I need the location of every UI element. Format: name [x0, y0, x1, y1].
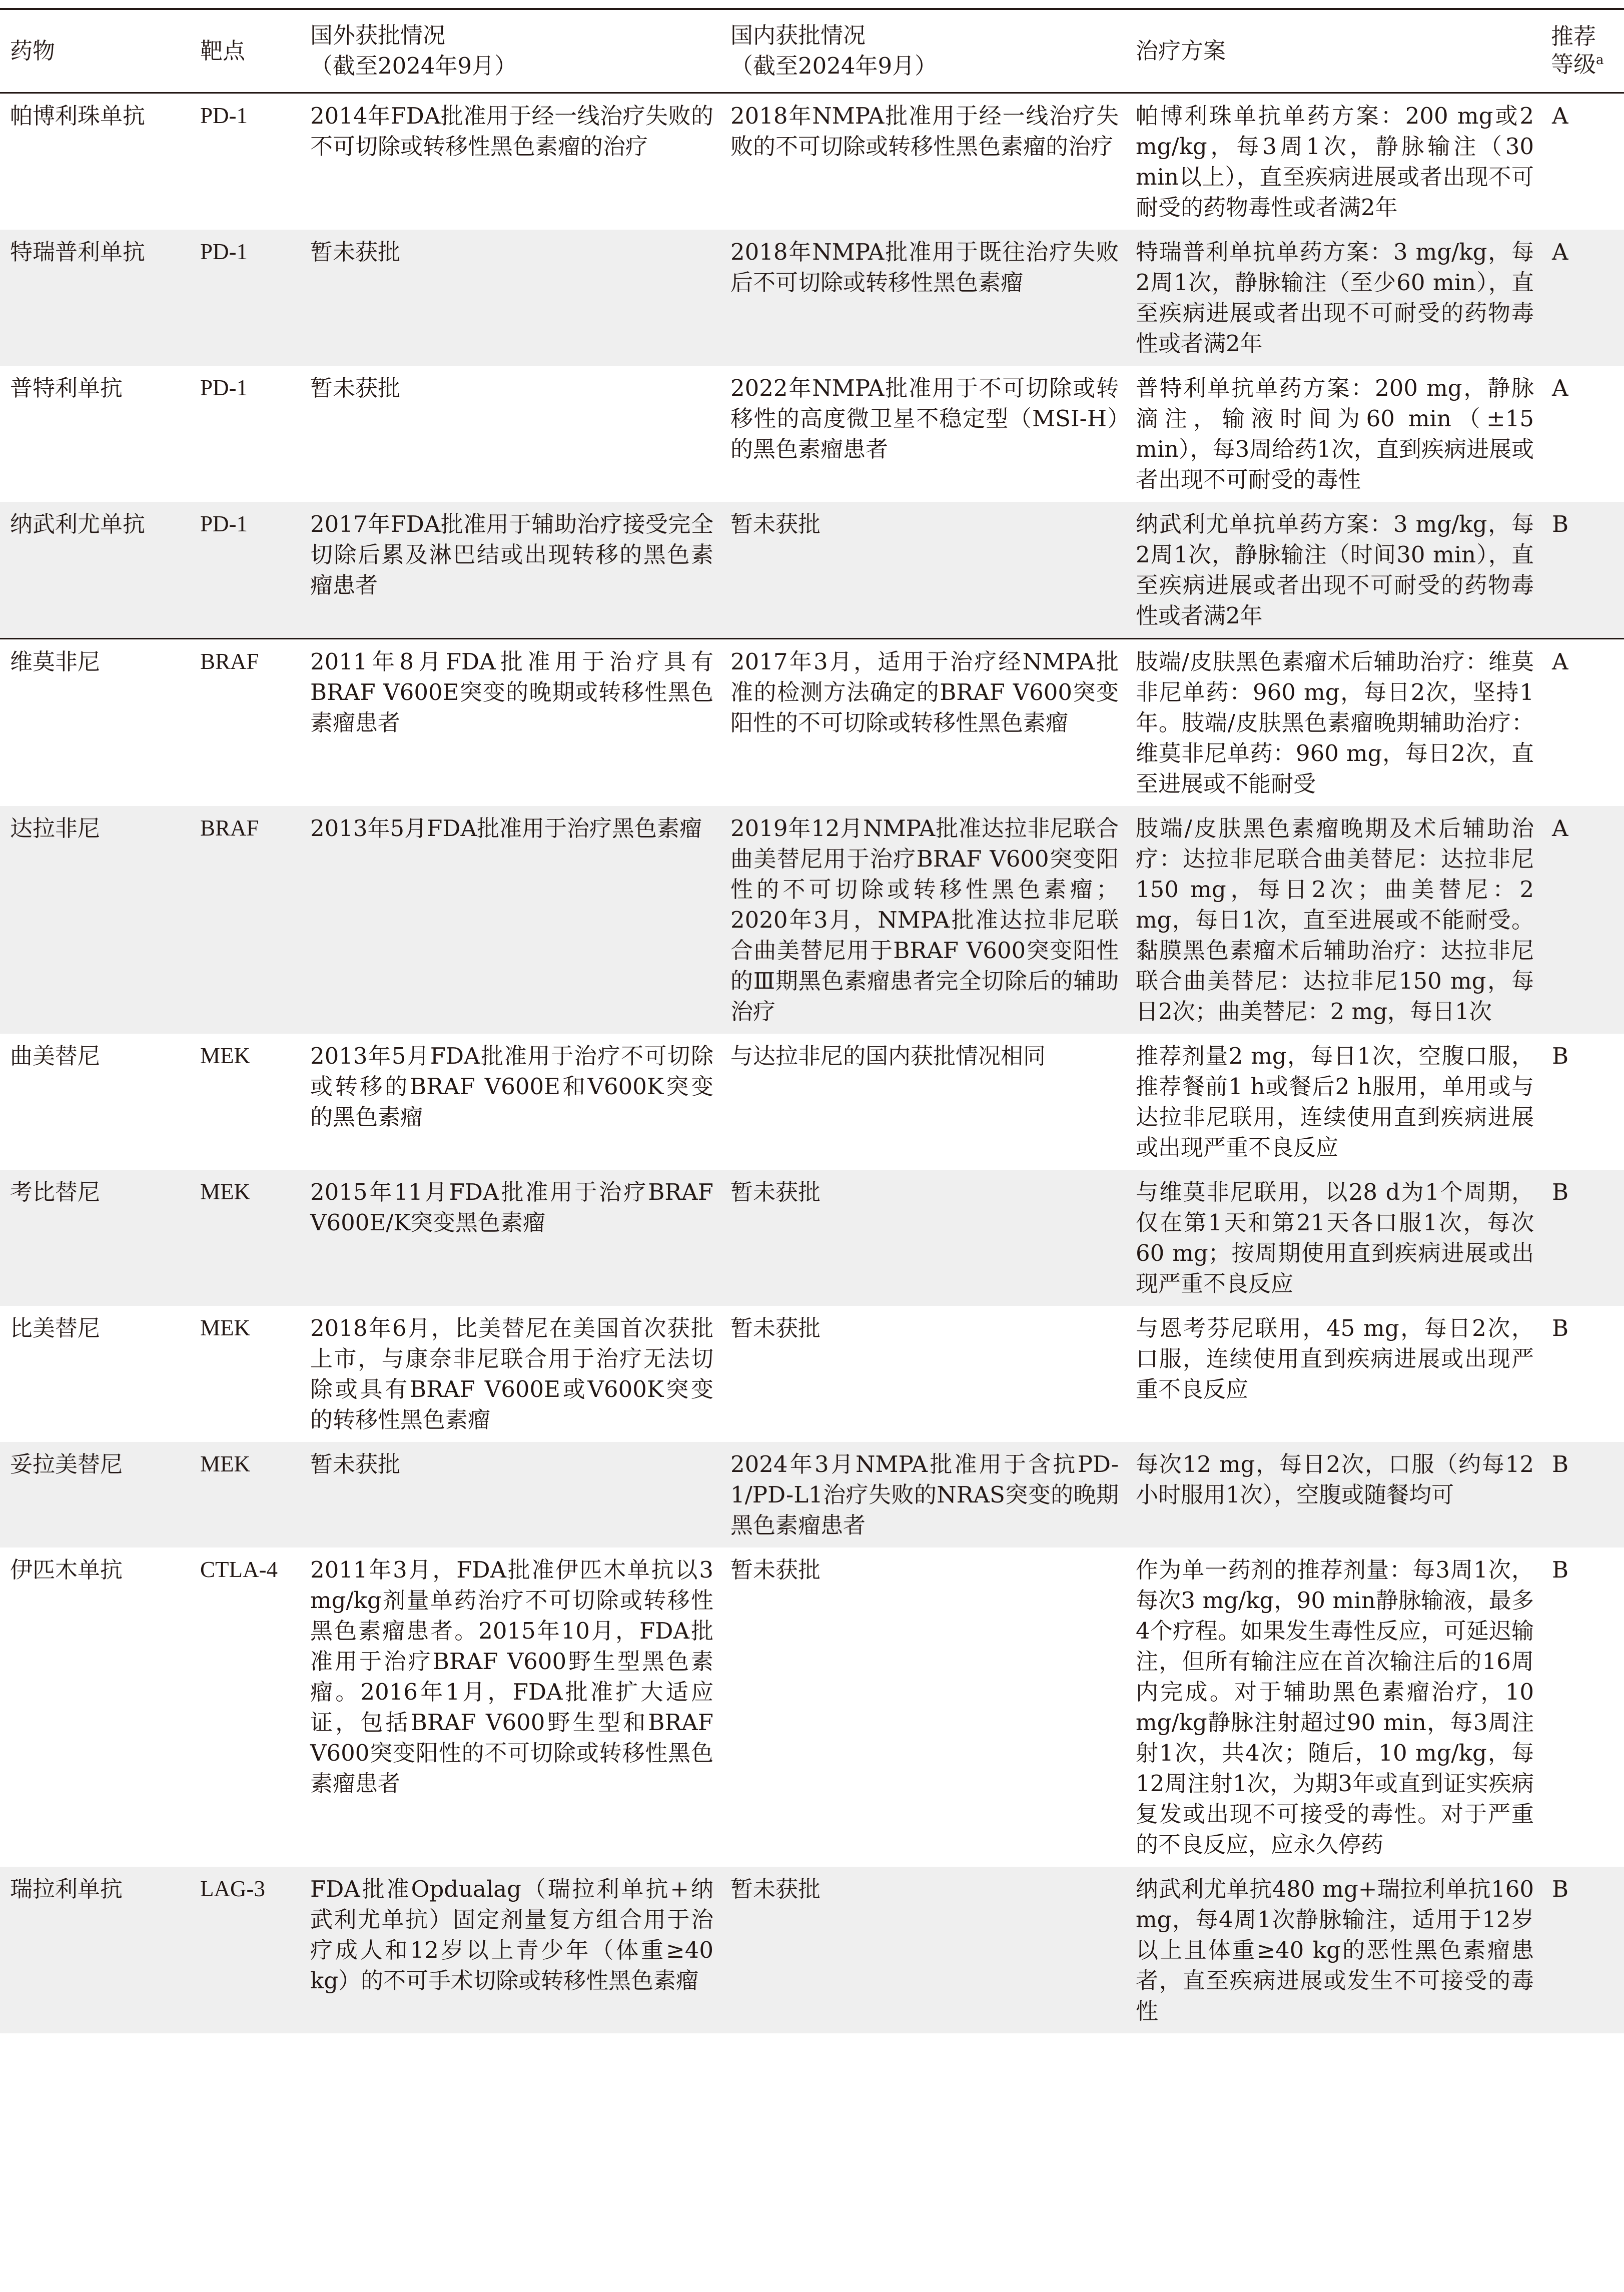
cell-grade: A	[1552, 375, 1568, 401]
cell-regimen: 肢端/皮肤黑色素瘤晚期及术后辅助治疗：达拉非尼联合曲美替尼：达拉非尼150 mg，每日2次；曲美替尼：2 mg，每日1次，直至进展或不能耐受。黏膜黑色素瘤术后辅助治疗：达拉非尼联合曲美替尼：达拉非尼150 mg，每日2次；曲美替尼：2 mg，每日1次	[1126, 806, 1541, 1034]
header-foreign-sub: （截至2024年9月）	[310, 53, 517, 79]
cell-regimen: 与维莫非尼联用，以28 d为1个周期，仅在第1天和第21天各口服1次，每次60 mg；按周期使用直到疾病进展或出现严重不良反应	[1126, 1170, 1541, 1306]
cell-domestic-approval: 暂未获批	[730, 1557, 821, 1583]
cell-drug: 特瑞普利单抗	[0, 230, 190, 366]
table-row	[0, 1170, 1624, 1306]
cell-regimen: 普特利单抗单药方案：200 mg，静脉滴注，输液时间为60 min（±15 min），每3周给药1次，直到疾病进展或者出现不可耐受的毒性	[1136, 375, 1534, 493]
cell-drug: 达拉非尼	[0, 806, 190, 1034]
cell-grade: B	[1541, 1867, 1624, 2033]
cell-drug: 妥拉美替尼	[0, 1442, 190, 1548]
cell-domestic-approval: 暂未获批	[720, 1867, 1126, 2033]
cell-drug: 伊匹木单抗	[10, 1557, 123, 1583]
cell-target: MEK	[200, 1315, 250, 1340]
cell-target: PD-1	[200, 375, 248, 400]
table-row	[0, 93, 1624, 230]
cell-domestic-approval: 2017年3月，适用于治疗经NMPA批准的检测方法确定的BRAF V600突变阳性的不可切除或转移性黑色素瘤	[730, 648, 1119, 736]
header-domestic-sub: （截至2024年9月）	[730, 53, 938, 79]
header-grade-line2-text: 等级	[1551, 51, 1596, 78]
cell-grade: B	[1541, 1442, 1624, 1548]
table-row	[0, 1034, 1624, 1170]
cell-grade: A	[1541, 806, 1624, 1034]
cell-domestic-approval: 2018年NMPA批准用于经一线治疗失败的不可切除或转移性黑色素瘤的治疗	[730, 103, 1119, 160]
cell-domestic-approval: 2019年12月NMPA批准达拉非尼联合曲美替尼用于治疗BRAF V600突变阳性的不可切除或转移性黑色素瘤；2020年3月，NMPA批准达拉非尼联合曲美替尼用于BRAF V600突变阳性的Ⅲ期黑色素瘤患者完全切除后的辅助治疗	[720, 806, 1126, 1034]
cell-drug: 维莫非尼	[10, 648, 101, 675]
header-target: 靶点	[190, 9, 300, 93]
table-row	[0, 1867, 1624, 2033]
cell-grade: B	[1552, 1315, 1569, 1341]
cell-foreign-approval: FDA批准Opdualag（瑞拉利单抗+纳武利尤单抗）固定剂量复方组合用于治疗成人和12岁以上青少年（体重≥40 kg）的不可手术切除或转移性黑色素瘤	[300, 1867, 720, 2033]
cell-grade: B	[1552, 1557, 1569, 1583]
cell-regimen: 与恩考芬尼联用，45 mg，每日2次，口服，连续使用直到疾病进展或出现严重不良反应	[1136, 1315, 1534, 1402]
cell-grade: B	[1541, 502, 1624, 639]
cell-drug: 普特利单抗	[10, 375, 123, 401]
cell-foreign-approval: 2011年3月，FDA批准伊匹木单抗以3 mg/kg剂量单药治疗不可切除或转移性黑色素瘤患者。2015年10月，FDA批准用于治疗BRAF V600野生型黑色素瘤。2016年1月，FDA批准扩大适应证，包括BRAF V600野生型和BRAF V600突变阳性的不可切除或转移性黑色素瘤患者	[310, 1557, 713, 1797]
header-foreign-title: 国外获批情况	[310, 22, 446, 49]
cell-target: MEK	[200, 1043, 250, 1068]
cell-drug: 比美替尼	[10, 1315, 101, 1341]
cell-regimen: 纳武利尤单抗单药方案：3 mg/kg，每2周1次，静脉输注（时间30 min），直至疾病进展或者出现不可耐受的药物毒性或者满2年	[1126, 502, 1541, 639]
cell-domestic-approval: 暂未获批	[730, 1315, 821, 1341]
header-grade-line2	[1551, 51, 1617, 79]
cell-foreign-approval: 2017年FDA批准用于辅助治疗接受完全切除后累及淋巴结或出现转移的黑色素瘤患者	[300, 502, 720, 639]
cell-regimen: 肢端/皮肤黑色素瘤术后辅助治疗：维莫非尼单药：960 mg，每日2次，坚持1年。肢端/皮肤黑色素瘤晚期辅助治疗：维莫非尼单药：960 mg，每日2次，直至进展或不能耐受	[1136, 648, 1534, 797]
cell-drug: 曲美替尼	[10, 1043, 101, 1069]
cell-grade: A	[1552, 103, 1568, 129]
cell-regimen: 推荐剂量2 mg，每日1次，空腹口服，推荐餐前1 h或餐后2 h服用，单用或与达拉非尼联用，连续使用直到疾病进展或出现严重不良反应	[1136, 1043, 1534, 1161]
cell-target: CTLA-4	[200, 1557, 278, 1582]
cell-target: LAG-3	[190, 1867, 300, 2033]
header-grade	[1541, 9, 1624, 93]
footnote-mark: a	[1596, 53, 1604, 68]
cell-domestic-approval: 与达拉非尼的国内获批情况相同	[730, 1043, 1046, 1069]
cell-foreign-approval: 暂未获批	[300, 230, 720, 366]
header-grade-line1: 推荐	[1551, 23, 1596, 50]
header-regimen: 治疗方案	[1126, 9, 1541, 93]
cell-grade: B	[1541, 1170, 1624, 1306]
header-drug: 药物	[0, 9, 190, 93]
cell-regimen: 作为单一药剂的推荐剂量：每3周1次，每次3 mg/kg，90 min静脉输液，最多4个疗程。如果发生毒性反应，可延迟输注，但所有输注应在首次输注后的16周内完成。对于辅助黑色素瘤治疗，10 mg/kg静脉注射超过90 min，每3周注射1次，共4次；随后，10 mg/kg，每12周注射1次，为期3年或直到证实疾病复发或出现不可接受的毒性。对于严重的不良反应，应永久停药	[1136, 1557, 1534, 1858]
cell-regimen: 帕博利珠单抗单药方案：200 mg或2 mg/kg，每3周1次，静脉输注（30 min以上），直至疾病进展或者出现不可耐受的药物毒性或者满2年	[1136, 103, 1534, 221]
cell-drug: 帕博利珠单抗	[10, 103, 146, 129]
table-row	[0, 366, 1624, 502]
cell-target: PD-1	[190, 230, 300, 366]
table-row	[0, 502, 1624, 639]
cell-domestic-approval: 2022年NMPA批准用于不可切除或转移性的高度微卫星不稳定型（MSI-H）的黑色素瘤患者	[730, 375, 1119, 462]
cell-drug: 考比替尼	[0, 1170, 190, 1306]
cell-regimen: 特瑞普利单抗单药方案：3 mg/kg，每2周1次，静脉输注（至少60 min），直至疾病进展或者出现不可耐受的药物毒性或者满2年	[1126, 230, 1541, 366]
cell-foreign-approval: 2013年5月FDA批准用于治疗黑色素瘤	[300, 806, 720, 1034]
header-domestic	[720, 9, 1126, 93]
cell-regimen: 纳武利尤单抗480 mg+瑞拉利单抗160 mg，每4周1次静脉输注，适用于12岁以上且体重≥40 kg的恶性黑色素瘤患者，直至疾病进展或发生不可接受的毒性	[1126, 1867, 1541, 2033]
cell-drug: 纳武利尤单抗	[0, 502, 190, 639]
table-row	[0, 1548, 1624, 1867]
cell-foreign-approval: 2018年6月，比美替尼在美国首次获批上市，与康奈非尼联合用于治疗无法切除或具有BRAF V600E或V600K突变的转移性黑色素瘤	[310, 1315, 713, 1433]
cell-foreign-approval: 暂未获批	[300, 1442, 720, 1548]
cell-grade: A	[1541, 230, 1624, 366]
cell-target: MEK	[190, 1170, 300, 1306]
cell-target: PD-1	[200, 103, 248, 128]
cell-regimen: 每次12 mg，每日2次，口服（约每12小时服用1次），空腹或随餐均可	[1126, 1442, 1541, 1548]
table-row	[0, 1306, 1624, 1442]
table-row	[0, 639, 1624, 807]
cell-target: PD-1	[190, 502, 300, 639]
cell-grade: B	[1552, 1043, 1569, 1069]
cell-foreign-approval: 2011年8月FDA批准用于治疗具有BRAF V600E突变的晚期或转移性黑色素瘤患者	[310, 648, 713, 736]
table-body	[0, 93, 1624, 2034]
cell-foreign-approval: 2014年FDA批准用于经一线治疗失败的不可切除或转移性黑色素瘤的治疗	[310, 103, 713, 160]
cell-domestic-approval: 暂未获批	[720, 1170, 1126, 1306]
cell-grade: A	[1552, 648, 1568, 675]
table-row	[0, 1442, 1624, 1548]
drug-approval-table	[0, 8, 1624, 2033]
cell-domestic-approval: 暂未获批	[720, 502, 1126, 639]
cell-foreign-approval: 暂未获批	[310, 375, 401, 401]
cell-target: BRAF	[190, 806, 300, 1034]
header-domestic-title: 国内获批情况	[730, 22, 866, 49]
cell-foreign-approval: 2015年11月FDA批准用于治疗BRAF V600E/K突变黑色素瘤	[300, 1170, 720, 1306]
cell-target: BRAF	[200, 649, 259, 674]
table-header	[0, 9, 1624, 93]
cell-domestic-approval: 2018年NMPA批准用于既往治疗失败后不可切除或转移性黑色素瘤	[720, 230, 1126, 366]
cell-foreign-approval: 2013年5月FDA批准用于治疗不可切除或转移的BRAF V600E和V600K突变的黑色素瘤	[310, 1043, 713, 1130]
cell-domestic-approval: 2024年3月NMPA批准用于含抗PD-1/PD-L1治疗失败的NRAS突变的晚期黑色素瘤患者	[720, 1442, 1126, 1548]
table-row	[0, 806, 1624, 1034]
header-foreign	[300, 9, 720, 93]
header-row	[0, 9, 1624, 93]
cell-drug: 瑞拉利单抗	[0, 1867, 190, 2033]
table-row	[0, 230, 1624, 366]
cell-target: MEK	[190, 1442, 300, 1548]
